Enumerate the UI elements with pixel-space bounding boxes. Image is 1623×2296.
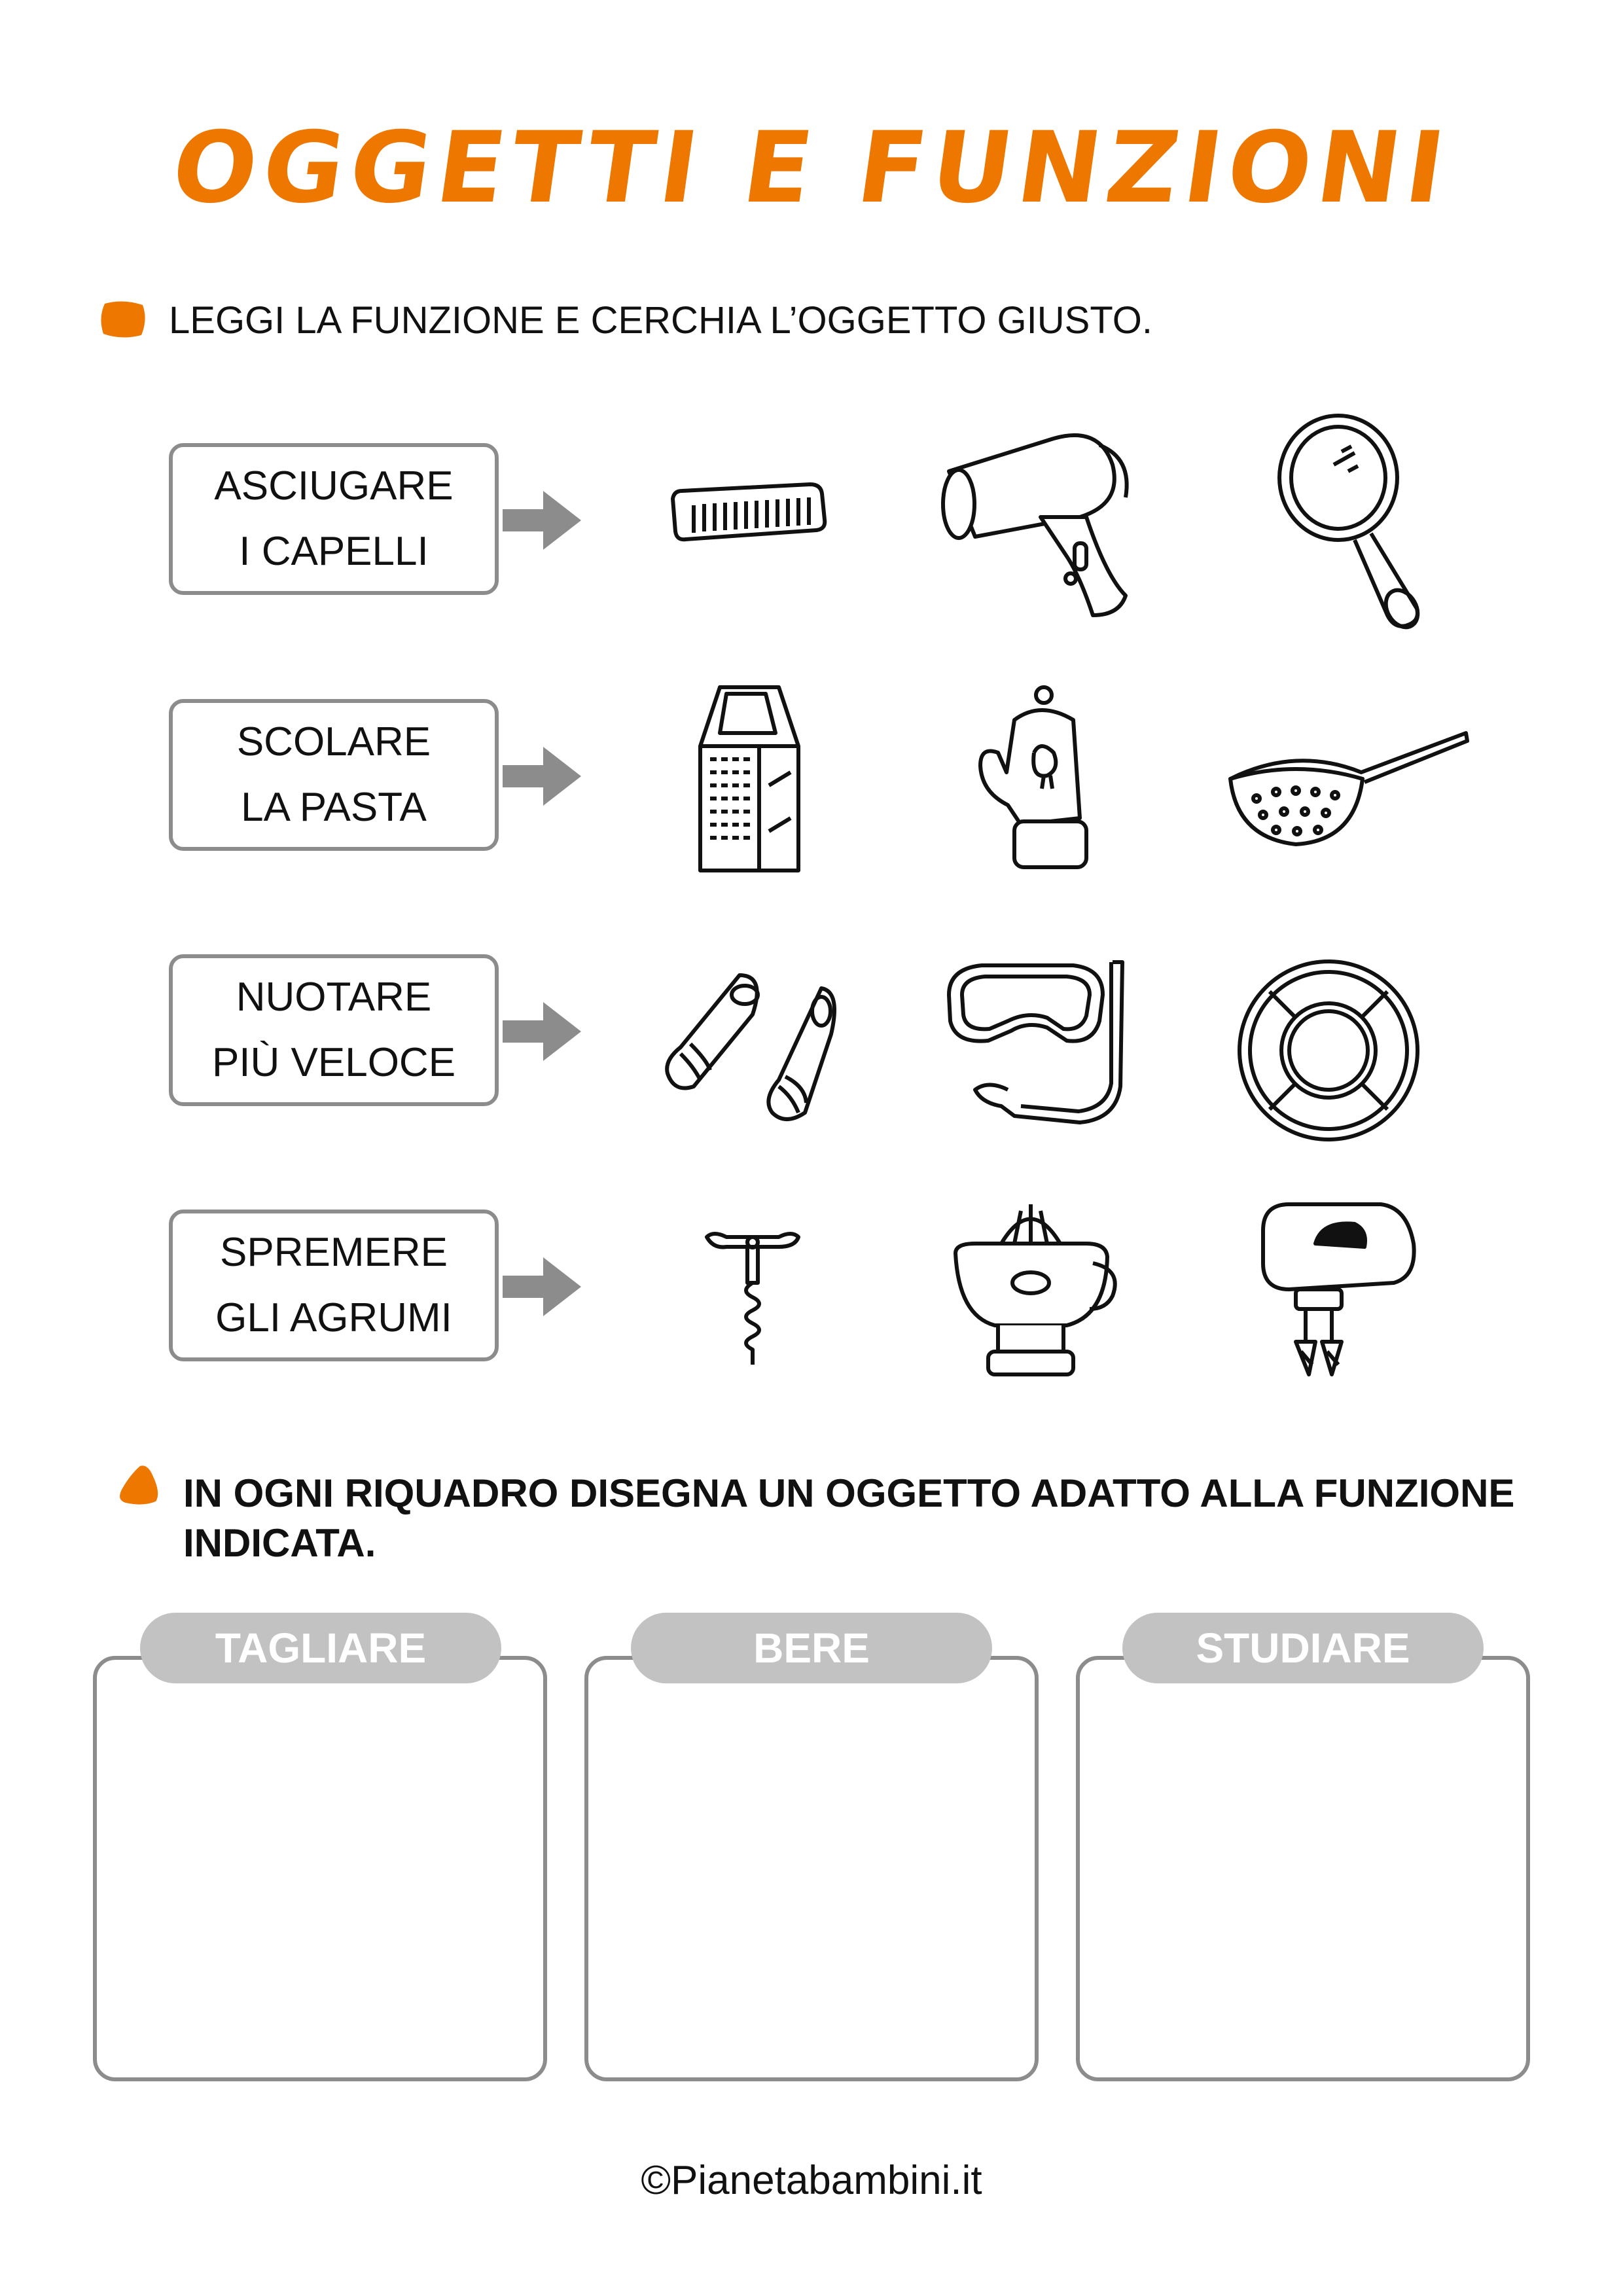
drawing-panel-bere[interactable]: [584, 1656, 1039, 2081]
arrow-right-icon: [503, 1257, 581, 1316]
oven-mitt-icon[interactable]: [969, 681, 1106, 877]
snorkel-mask-icon[interactable]: [936, 956, 1132, 1132]
arrow-right-icon: [503, 747, 581, 806]
drawing-panel-studiare[interactable]: [1076, 1656, 1530, 2081]
footer-credit: ©Pianetabambini.it: [641, 2158, 982, 2203]
panel-label-bere: BERE: [631, 1613, 992, 1683]
drawing-panel-tagliare[interactable]: [93, 1656, 547, 2081]
hand-mixer-icon[interactable]: [1250, 1191, 1420, 1388]
panel-label-studiare: STUDIARE: [1122, 1613, 1484, 1683]
orange-bullet-icon: [116, 1463, 162, 1507]
instruction-circle-object: LEGGI LA FUNZIONE E CERCHIA L’OGGETTO GIUSTO.: [169, 299, 1152, 342]
arrow-right-icon: [503, 1002, 581, 1061]
function-box-swim-faster: NUOTARE PIÙ VELOCE: [169, 954, 499, 1106]
corkscrew-icon[interactable]: [700, 1217, 805, 1374]
orange-bullet-icon: [98, 300, 148, 339]
instruction-draw-object: IN OGNI RIQUADRO DISEGNA UN OGGETTO ADATTO ALLA FUNZIONE INDICATA.: [183, 1471, 1515, 1565]
hand-mirror-icon[interactable]: [1257, 412, 1433, 635]
comb-icon[interactable]: [661, 471, 831, 563]
arrow-right-icon: [503, 491, 581, 550]
hair-dryer-icon[interactable]: [936, 419, 1158, 622]
citrus-juicer-icon[interactable]: [936, 1198, 1126, 1381]
page-title: OGGETTI E FUNZIONI: [165, 111, 1458, 225]
function-box-drain-pasta: SCOLARE LA PASTA: [169, 699, 499, 851]
flippers-icon[interactable]: [654, 962, 844, 1132]
function-box-dry-hair: ASCIUGARE I CAPELLI: [169, 443, 499, 595]
grater-icon[interactable]: [681, 681, 812, 877]
panel-label-tagliare: TAGLIARE: [140, 1613, 501, 1683]
colander-icon[interactable]: [1224, 720, 1472, 851]
life-ring-icon[interactable]: [1230, 956, 1427, 1145]
function-box-squeeze-citrus: SPREMERE GLI AGRUMI: [169, 1210, 499, 1361]
